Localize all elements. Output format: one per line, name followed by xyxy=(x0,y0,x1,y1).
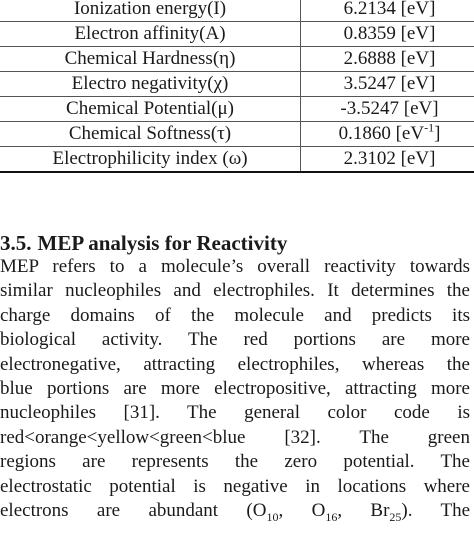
atom-br25: Br xyxy=(370,499,390,521)
parameter-name: Chemical Softness(τ) xyxy=(0,122,301,147)
separator: , xyxy=(278,499,312,521)
atom-o16-subscript: 16 xyxy=(325,509,338,524)
separator: , xyxy=(337,499,371,521)
atom-o10-subscript: 10 xyxy=(266,509,279,524)
parameter-name: Electro negativity(χ) xyxy=(0,72,301,97)
last-line-suffix: ). The xyxy=(401,499,471,521)
parameter-name: Electron affinity(A) xyxy=(0,22,301,47)
value-superscript: -1 xyxy=(424,120,435,135)
section-title: MEP analysis for Reactivity xyxy=(37,231,288,255)
parameter-value xyxy=(301,122,474,147)
section-number: 3.5. xyxy=(0,231,32,255)
atom-o10: O xyxy=(252,499,267,521)
table-row xyxy=(0,0,474,22)
parameter-name: Ionization energy(I) xyxy=(0,0,301,22)
text-line-last xyxy=(0,499,470,523)
text-line: nucleophiles [31]. The general color code is xyxy=(0,402,470,424)
text-line: electrostatic potential is negative in locations where xyxy=(0,475,470,497)
last-line-prefix: electrons are abundant ( xyxy=(0,499,253,521)
value-main: 0.1860 [eV xyxy=(338,123,425,144)
parameter-name: Chemical Potential(μ) xyxy=(0,97,301,122)
parameter-value: 0.8359 [eV] xyxy=(301,22,474,47)
parameter-value: 6.2134 [eV] xyxy=(301,0,474,22)
text-line: blue portions are more electropositive, attracting more xyxy=(0,377,470,399)
value-end: ] xyxy=(434,123,441,144)
table-row xyxy=(0,97,474,122)
table-row xyxy=(0,122,474,147)
parameter-value: -3.5247 [eV] xyxy=(301,97,474,122)
parameter-value: 2.6888 [eV] xyxy=(301,47,474,72)
text-line: similar nucleophiles and electrophiles. It determines the xyxy=(0,280,470,302)
parameters-table xyxy=(0,0,474,173)
parameter-value: 3.5247 [eV] xyxy=(301,72,474,97)
parameter-name: Electrophilicity index (ω) xyxy=(0,147,301,173)
table-row xyxy=(0,147,474,173)
text-line: red<orange<yellow<green<blue [32]. The green xyxy=(0,426,470,448)
section-heading xyxy=(0,230,287,256)
text-line: regions are represents the zero potential. The xyxy=(0,451,470,473)
atom-o16: O xyxy=(311,499,326,521)
text-line: biological activity. The red portions are more xyxy=(0,329,470,351)
parameter-name: Chemical Hardness(η) xyxy=(0,47,301,72)
text-line: MEP refers to a molecule’s overall reactivity towards xyxy=(0,256,470,277)
text-line: electronegative, attracting electrophiles, whereas the xyxy=(0,353,470,375)
atom-br25-subscript: 25 xyxy=(389,509,402,524)
table-row xyxy=(0,47,474,72)
section-body xyxy=(0,255,470,523)
table-row xyxy=(0,72,474,97)
table-row xyxy=(0,22,474,47)
text-line: charge domains of the molecule and predicts its xyxy=(0,304,470,326)
parameter-value: 2.3102 [eV] xyxy=(301,147,474,173)
